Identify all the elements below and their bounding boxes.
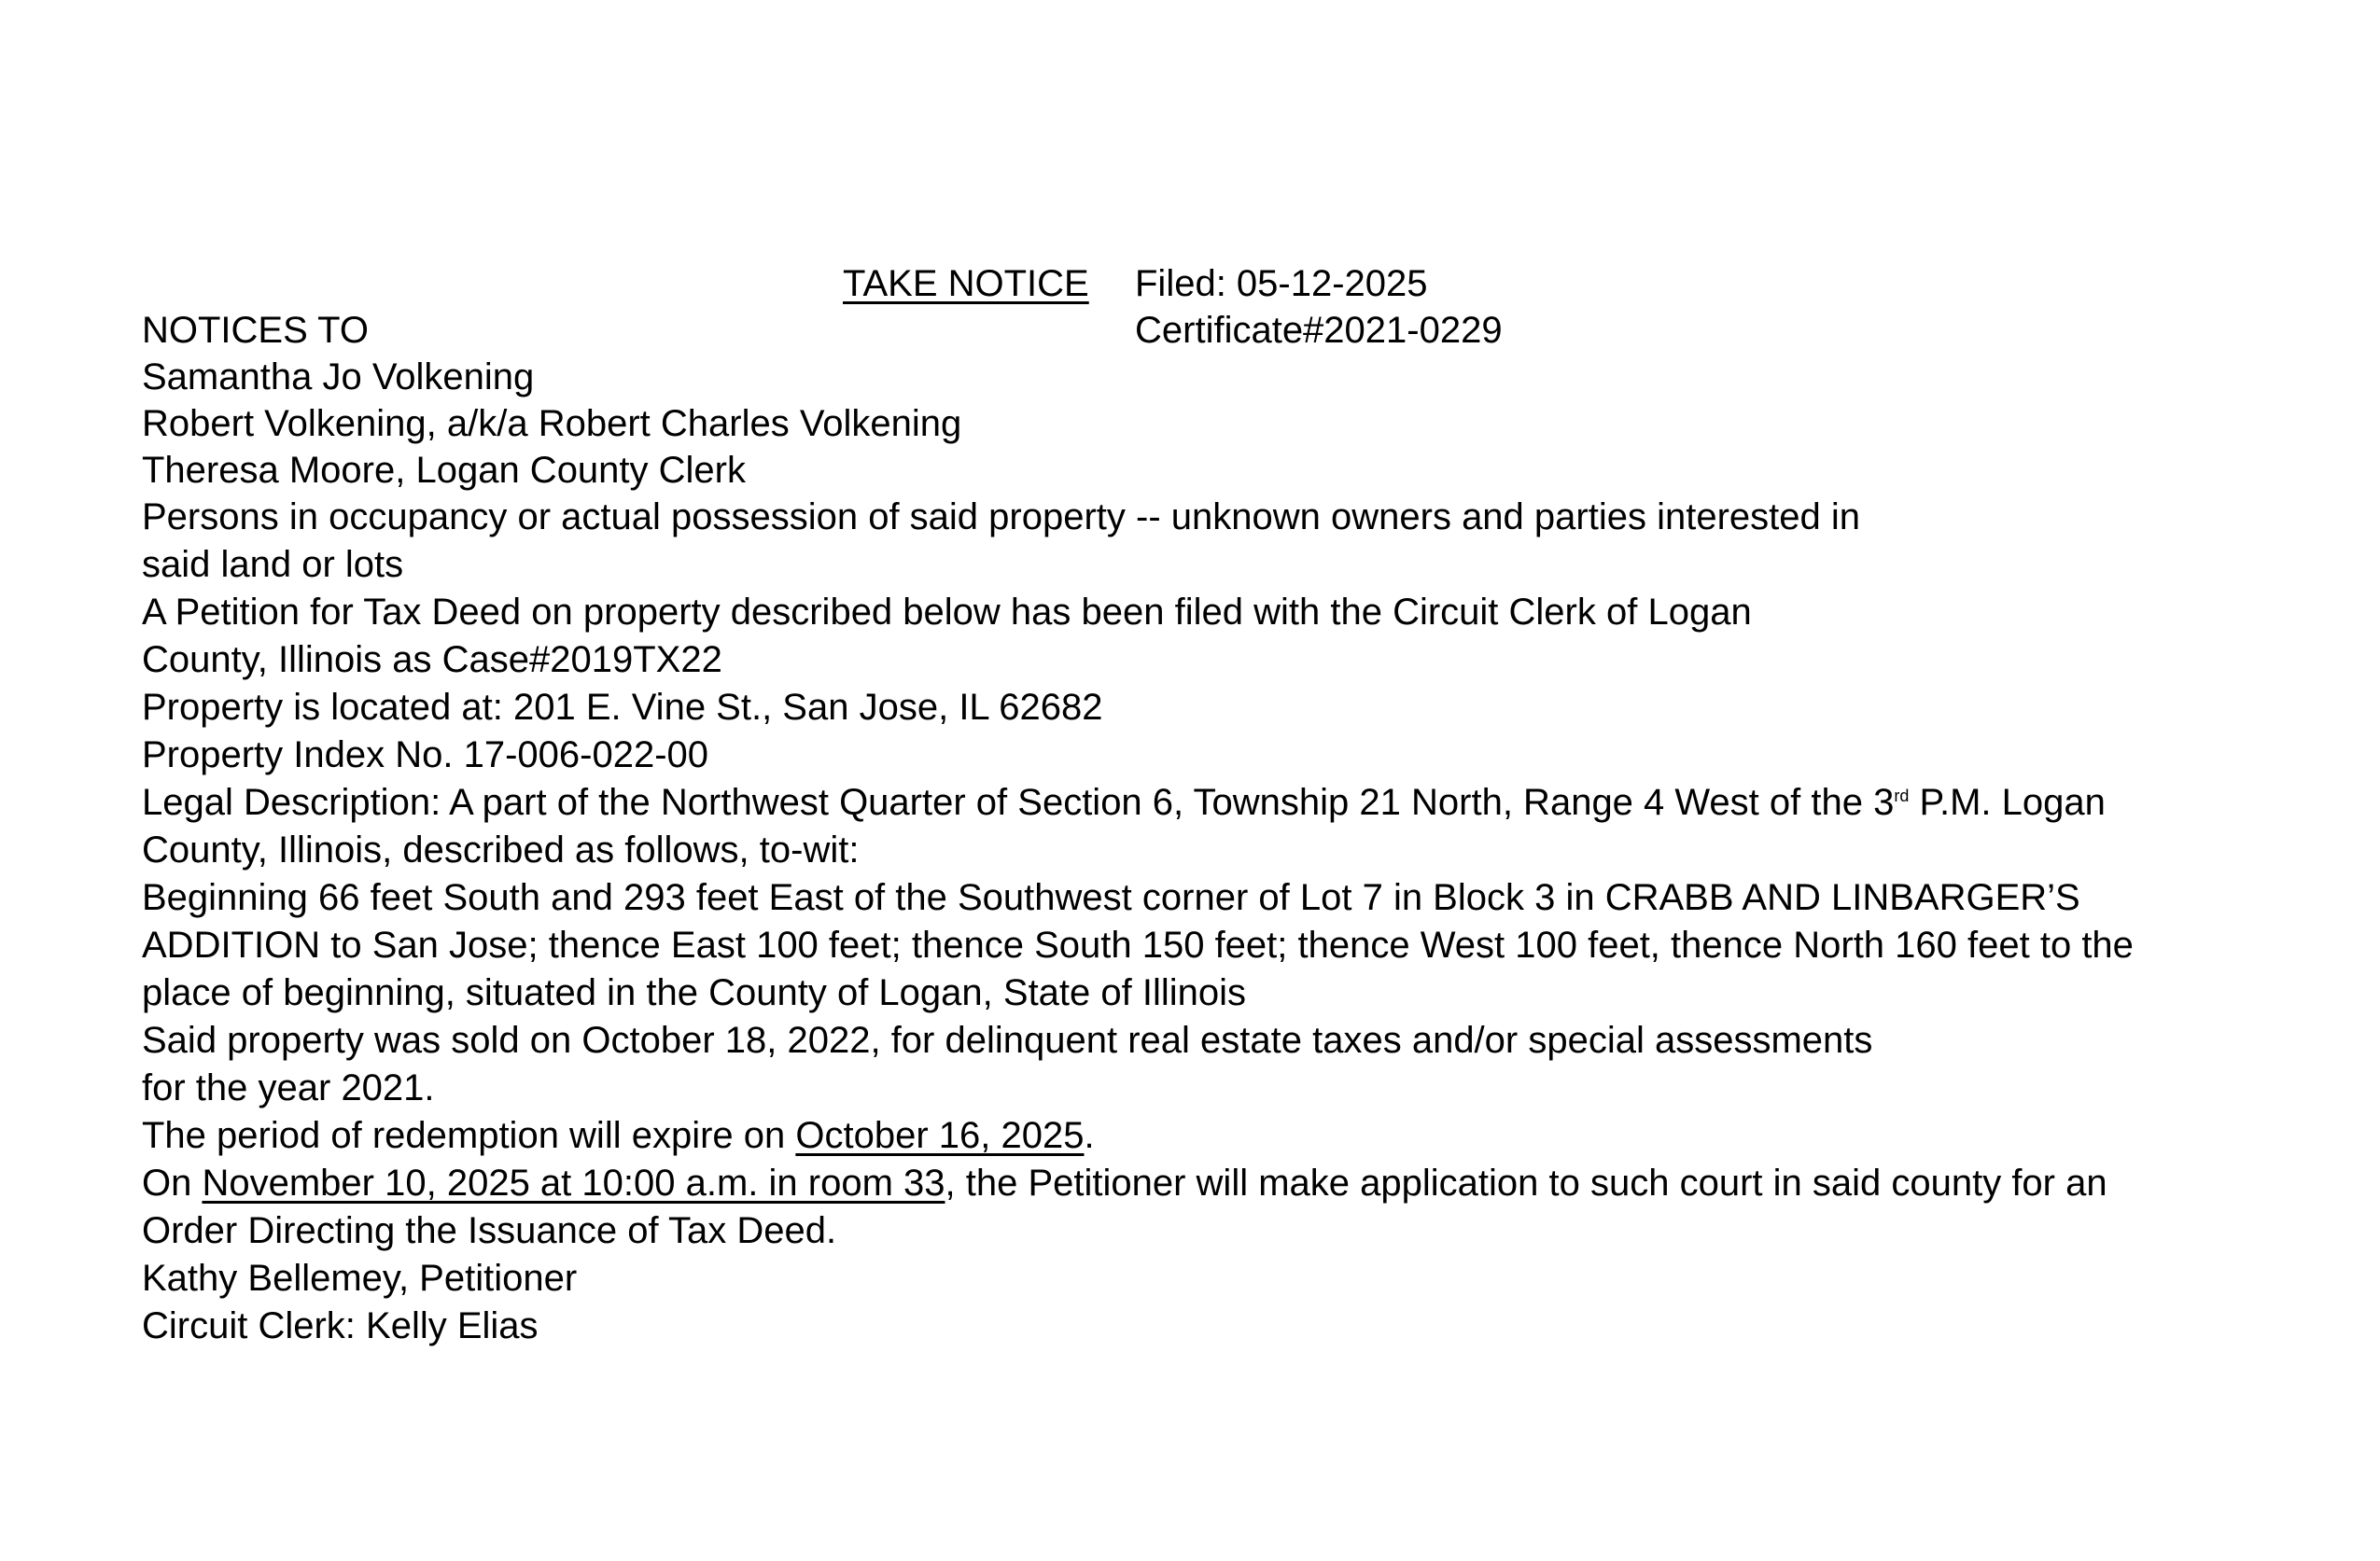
legal-line-1-text: Legal Description: A part of the Northwest Quarter of Section 6, Township 21 North, Range 4 West of the 3	[142, 782, 1895, 823]
redemption-suffix: .	[1084, 1115, 1095, 1156]
notice-party-1: Samantha Jo Volkening	[142, 356, 535, 397]
property-location: Property is located at: 201 E. Vine St., San Jose, IL 62682	[142, 687, 1103, 728]
notice-party-4-line-1: Persons in occupancy or actual possession of said property -- unknown owners and parties interested in	[142, 496, 1860, 537]
circuit-clerk-signature: Circuit Clerk: Kelly Elias	[142, 1305, 539, 1346]
take-notice-heading: TAKE NOTICE	[843, 263, 1089, 304]
notice-party-3: Theresa Moore, Logan County Clerk	[142, 450, 746, 491]
filed-date: Filed: 05-12-2025	[1135, 263, 1428, 304]
property-index-number: Property Index No. 17-006-022-00	[142, 734, 709, 775]
hearing-prefix: On	[142, 1163, 203, 1204]
certificate-number: Certificate#2021-0229	[1135, 310, 1503, 351]
notice-party-4-line-2: said land or lots	[142, 544, 404, 585]
redemption-date: October 16, 2025	[795, 1115, 1085, 1156]
legal-description-line-2: County, Illinois, described as follows, to-wit:	[142, 829, 860, 871]
legal-line-1-text-end: P.M. Logan	[1909, 782, 2106, 823]
legal-description-line-1	[142, 779, 2106, 826]
sale-line-1: Said property was sold on October 18, 2022, for delinquent real estate taxes and/or special assessments	[142, 1020, 1873, 1061]
notice-party-2: Robert Volkening, a/k/a Robert Charles Volkening	[142, 403, 962, 444]
legal-description-line-3: Beginning 66 feet South and 293 feet East of the Southwest corner of Lot 7 in Block 3 in CRABB AND LINBARGER’S	[142, 877, 2080, 918]
petition-line-1: A Petition for Tax Deed on property described below has been filed with the Circuit Clerk of Logan	[142, 592, 1752, 633]
sale-line-2: for the year 2021.	[142, 1067, 435, 1108]
legal-description-line-5: place of beginning, situated in the County of Logan, State of Illinois	[142, 972, 1247, 1013]
legal-description-line-4: ADDITION to San Jose; thence East 100 feet; thence South 150 feet; thence West 100 feet, thence North 160 feet to the	[142, 925, 2134, 966]
hearing-line-1	[142, 1160, 2107, 1206]
petition-line-2: County, Illinois as Case#2019TX22	[142, 639, 722, 680]
hearing-suffix: , the Petitioner will make application to such court in said county for an	[945, 1163, 2107, 1204]
redemption-prefix: The period of redemption will expire on	[142, 1115, 796, 1156]
ordinal-superscript: rd	[1894, 787, 1910, 805]
notices-to-heading: NOTICES TO	[142, 310, 370, 351]
redemption-line	[142, 1112, 1095, 1159]
hearing-date-time-room: November 10, 2025 at 10:00 a.m. in room 33	[202, 1163, 945, 1204]
hearing-line-2: Order Directing the Issuance of Tax Deed.	[142, 1210, 837, 1251]
petitioner-signature: Kathy Bellemey, Petitioner	[142, 1258, 578, 1299]
